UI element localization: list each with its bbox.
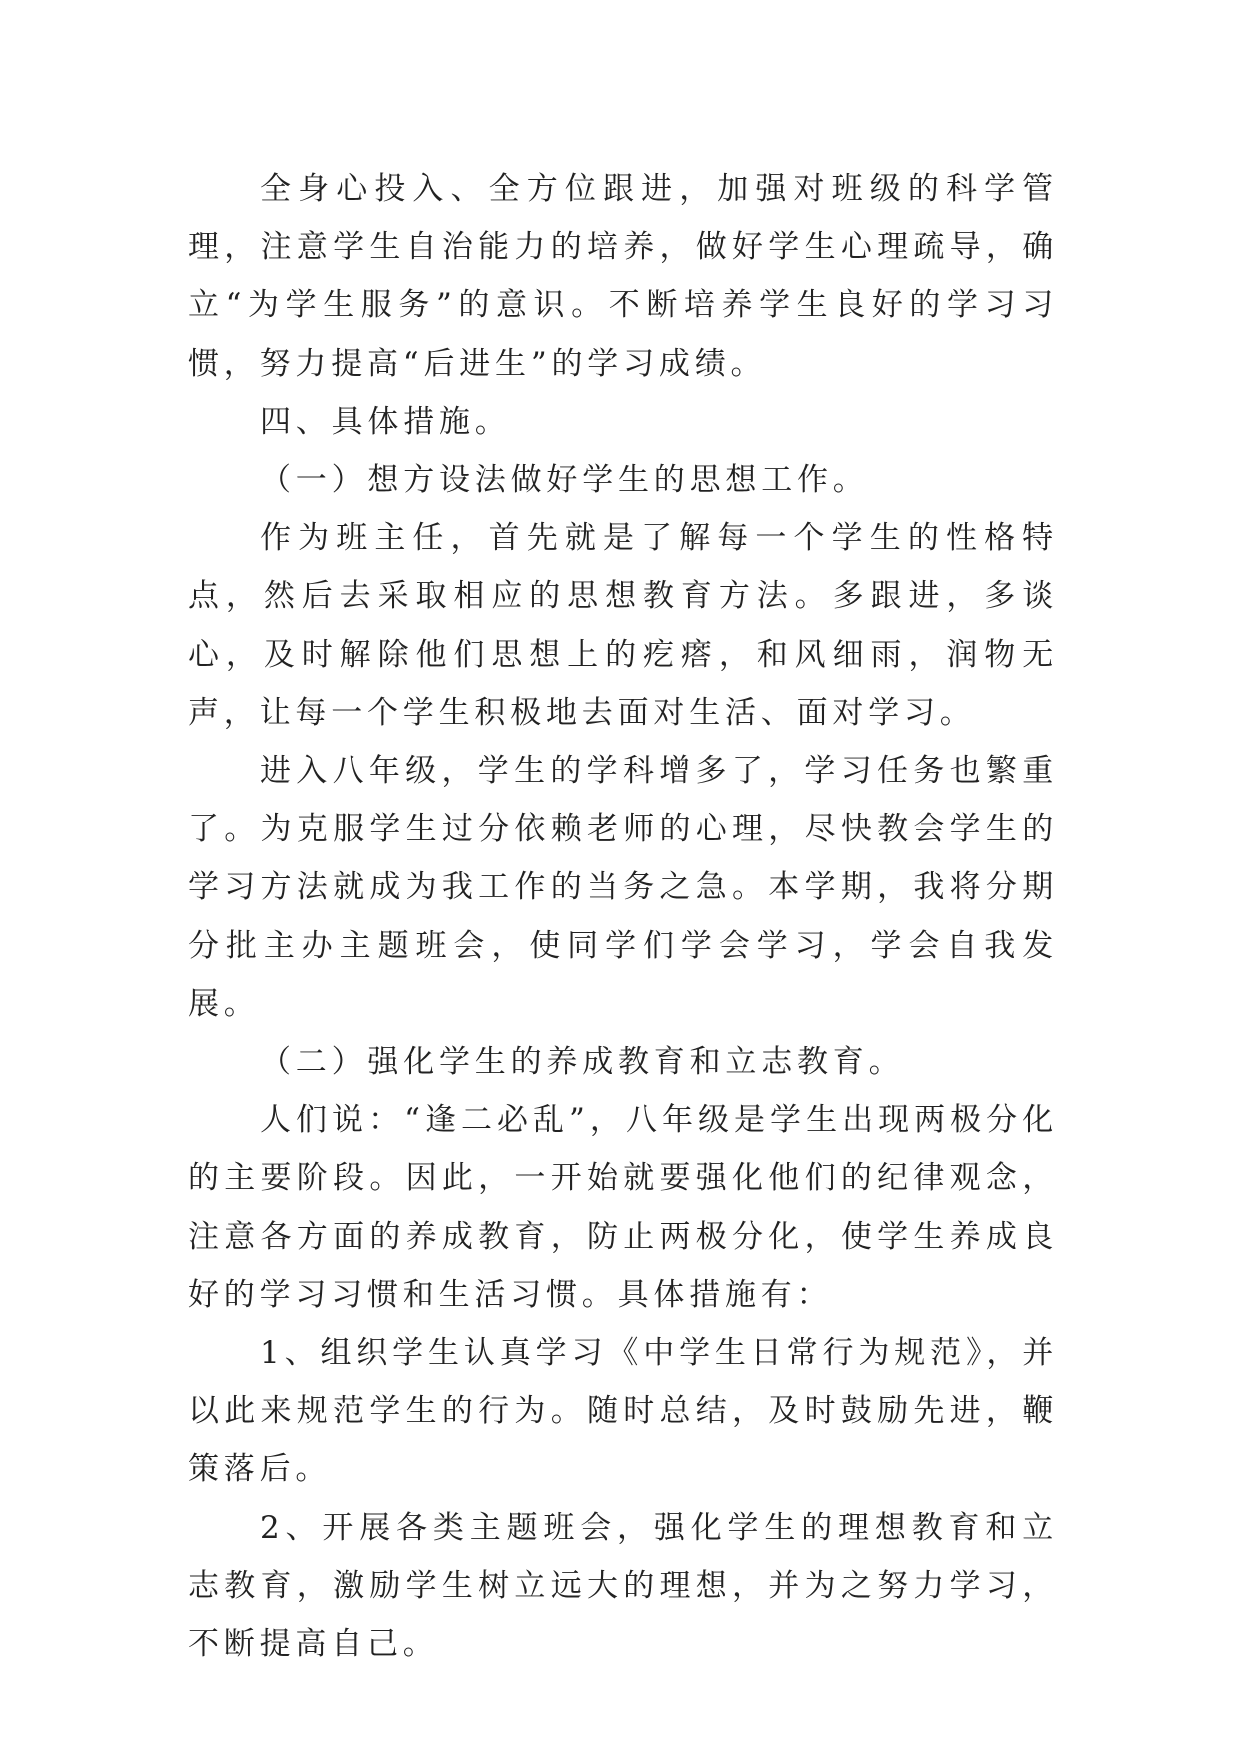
list-item-2: 2、开展各类主题班会，强化学生的理想教育和立志教育，激励学生树立远大的理想，并为之努力学习，不断提高自己。 <box>188 1509 1058 1663</box>
subheading-1: （一）想方设法做好学生的思想工作。 <box>260 462 869 499</box>
paragraph-4: 人们说：“逢二必乱”，八年级是学生出现两极分化的主要阶段。因此，一开始就要强化他们的纪律观念，注意各方面的养成教育，防止两极分化，使学生养成良好的学习习惯和生活习惯。具体措施有： <box>188 1102 1058 1313</box>
section-heading-4: 四、具体措施。 <box>260 403 511 440</box>
paragraph-2: 作为班主任，首先就是了解每一个学生的性格特点，然后去采取相应的思想教育方法。多跟进，多谈心，及时解除他们思想上的疙瘩，和风细雨，润物无声，让每一个学生积极地去面对生活、面对学习。 <box>188 520 1058 731</box>
paragraph-3: 进入八年级，学生的学科增多了，学习任务也繁重了。为克服学生过分依赖老师的心理，尽快教会学生的学习方法就成为我工作的当务之急。本学期，我将分期分批主办主题班会，使同学们学会学习，学会自我发展。 <box>188 753 1058 1022</box>
list-item-1: 1、组织学生认真学习《中学生日常行为规范》，并以此来规范学生的行为。随时总结，及时鼓励先进，鞭策落后。 <box>188 1335 1058 1488</box>
document-body <box>188 160 1058 1673</box>
subheading-2: （二）强化学生的养成教育和立志教育。 <box>260 1044 905 1081</box>
paragraph-1: 全身心投入、全方位跟进，加强对班级的科学管理，注意学生自治能力的培养，做好学生心理疏导，确立“为学生服务”的意识。不断培养学生良好的学习习惯，努力提高“后进生”的学习成绩。 <box>188 171 1058 382</box>
